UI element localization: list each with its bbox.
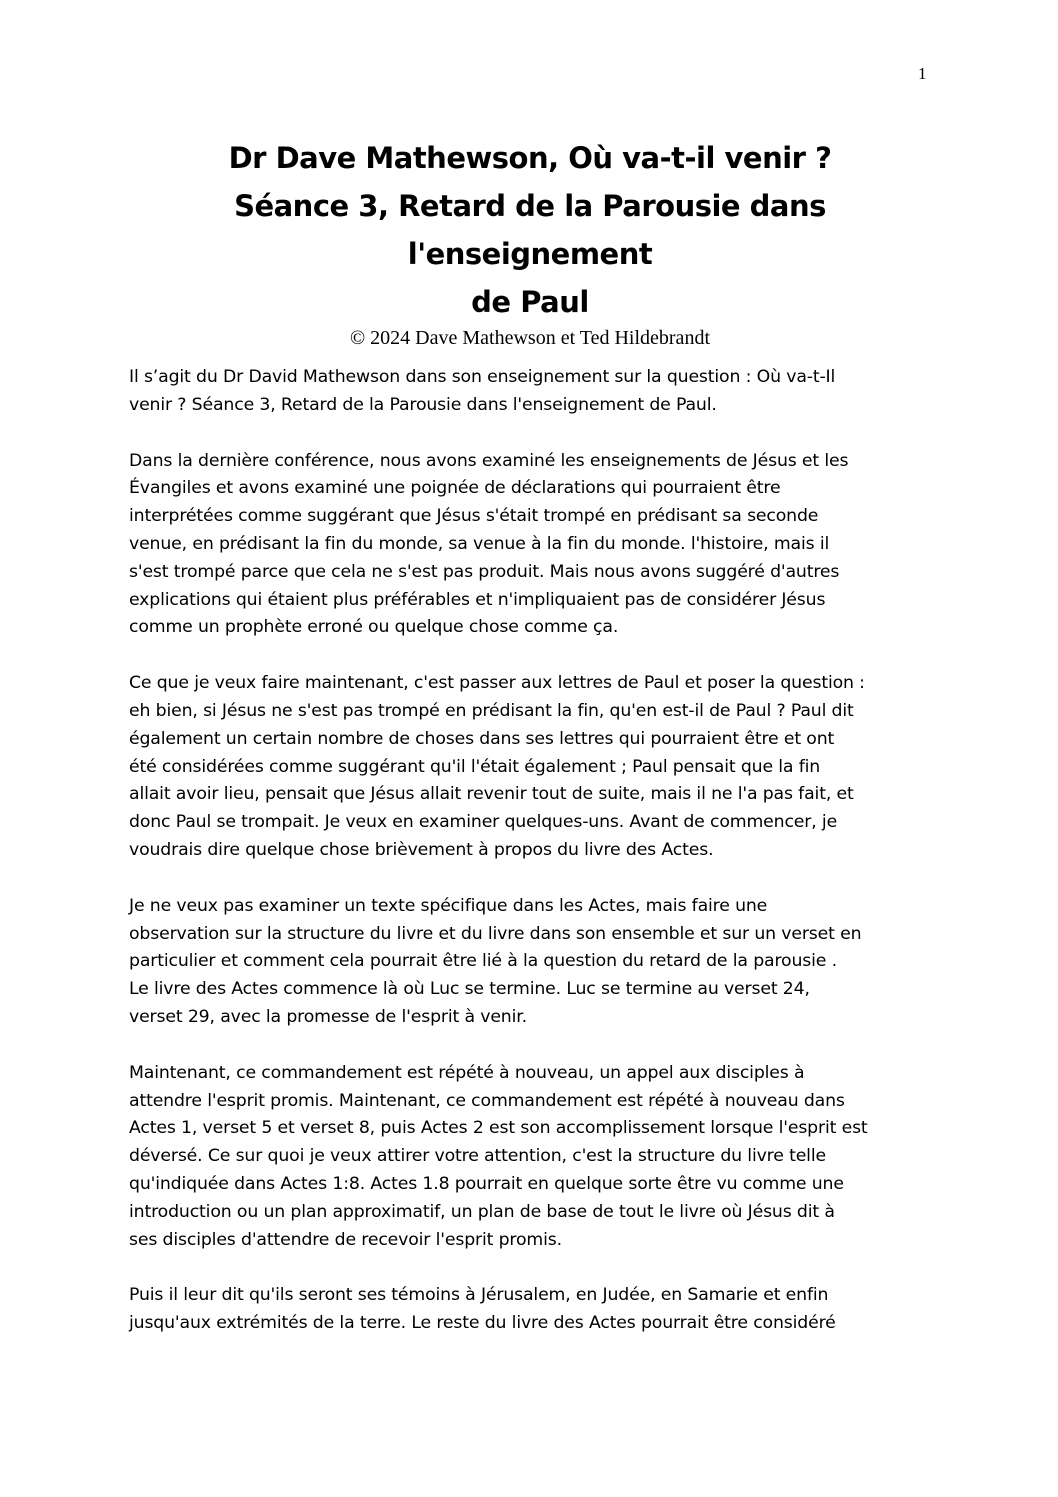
body-text [129,364,939,1366]
text-line: également un certain nombre de choses dans ses lettres qui pourraient être et ont [129,728,835,749]
title-block [150,134,910,350]
text-line: attendre l'esprit promis. Maintenant, ce commandement est répété à nouveau dans [129,1090,845,1111]
text-line: donc Paul se trompait. Je veux en examiner quelques-uns. Avant de commencer, je [129,812,838,833]
document-title-line: Séance 3, Retard de la Parousie dans [234,189,826,223]
text-line: Maintenant, ce commandement est répété à nouveau, un appel aux disciples à [129,1062,805,1083]
text-line: eh bien, si Jésus ne s'est pas trompé en prédisant la fin, qu'en est-il de Paul ? Paul dit [129,700,854,721]
text-line: verset 29, avec la promesse de l'esprit à venir. [129,1006,527,1027]
text-line: ses disciples d'attendre de recevoir l'esprit promis. [129,1229,562,1250]
text-line: particulier et comment cela pourrait être lié à la question du retard de la parousie . [129,951,837,972]
paragraph [129,893,939,1032]
document-title-line: l'enseignement [407,237,653,271]
text-line: venir ? Séance 3, Retard de la Parousie dans l'enseignement de Paul. [129,394,717,415]
paragraph [129,670,939,865]
text-line: jusqu'aux extrémités de la terre. Le reste du livre des Actes pourrait être considéré [129,1313,836,1334]
text-line: été considérées comme suggérant qu'il l'était également ; Paul pensait que la fin [129,756,821,777]
text-line: Puis il leur dit qu'ils seront ses témoins à Jérusalem, en Judée, en Samarie et enfin [129,1285,829,1306]
paragraph [129,364,939,420]
text-line: voudrais dire quelque chose brièvement à propos du livre des Actes. [129,839,714,860]
document-title-line: Dr Dave Mathewson, Où va-t-il venir ? [228,141,832,175]
text-line: allait avoir lieu, pensait que Jésus allait revenir tout de suite, mais il ne l'a pas fait, et [129,784,854,805]
text-line: explications qui étaient plus préférables et n'impliquaient pas de considérer Jésus [129,589,826,610]
text-line: interprétées comme suggérant que Jésus s'était trompé en prédisant sa seconde [129,506,819,527]
text-line: observation sur la structure du livre et du livre dans son ensemble et sur un verset en [129,923,862,944]
page-number: 1 [918,64,927,83]
text-line: Le livre des Actes commence là où Luc se termine. Luc se termine au verset 24, [129,979,810,1000]
text-line: comme un prophète erroné ou quelque chose comme ça. [129,617,619,638]
paragraph [129,1060,939,1255]
text-line: s'est trompé parce que cela ne s'est pas produit. Mais nous avons suggéré d'autres [129,561,840,582]
text-line: Ce que je veux faire maintenant, c'est passer aux lettres de Paul et poser la question : [129,673,865,694]
text-line: qu'indiquée dans Actes 1:8. Actes 1.8 pourrait en quelque sorte être vu comme une [129,1173,844,1194]
text-line: déversé. Ce sur quoi je veux attirer votre attention, c'est la structure du livre telle [129,1146,826,1167]
text-line: Actes 1, verset 5 et verset 8, puis Actes 2 est son accomplissement lorsque l'esprit est [129,1118,868,1139]
paragraph [129,1282,939,1338]
text-line: Évangiles et avons examiné une poignée de déclarations qui pourraient être [129,478,781,499]
text-line: introduction ou un plan approximatif, un plan de base de tout le livre où Jésus dit à [129,1201,835,1222]
paragraph [129,448,939,643]
text-line: venue, en prédisant la fin du monde, sa venue à la fin du monde. l'histoire, mais il [129,533,830,554]
text-line: Il s’agit du Dr David Mathewson dans son enseignement sur la question : Où va-t-Il [129,367,836,387]
text-line: Je ne veux pas examiner un texte spécifique dans les Actes, mais faire une [129,895,768,916]
document-title-line: de Paul [471,285,589,319]
text-line: Dans la dernière conférence, nous avons examiné les enseignements de Jésus et les [129,450,849,471]
copyright-notice: © 2024 Dave Mathewson et Ted Hildebrandt [349,327,710,349]
